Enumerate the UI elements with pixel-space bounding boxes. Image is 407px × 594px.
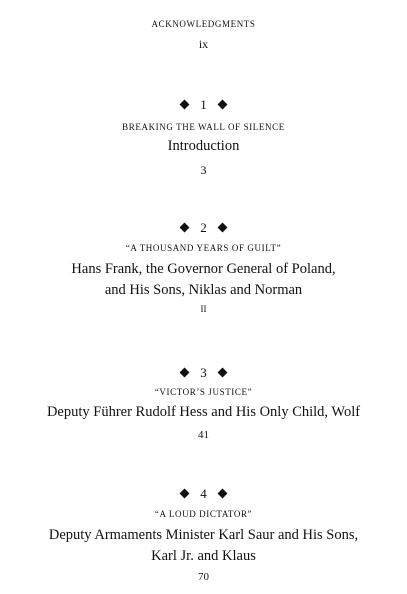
chapter-title-line: Deputy Führer Rudolf Hess and His Only Child, Wolf <box>46 404 361 420</box>
chapter-marker <box>0 365 407 379</box>
chapter-title-line: and His Sons, Niklas and Norman <box>104 282 303 298</box>
chapter-marker <box>0 486 407 500</box>
diamond-ornament-icon <box>217 99 227 109</box>
chapter-title-line: Karl Jr. and Klaus <box>151 548 256 564</box>
chapter-number: 1 <box>200 96 207 112</box>
diamond-ornament-icon <box>180 488 190 498</box>
diamond-ornament-icon <box>217 488 227 498</box>
chapter-page: 70 <box>198 571 209 583</box>
chapter-title-line: Hans Frank, the Governor General of Poland, <box>71 261 336 277</box>
acknowledgments-page: ix <box>198 37 209 51</box>
chapter-page: 3 <box>200 163 207 177</box>
chapter-number: 2 <box>200 219 207 235</box>
chapter-title-line: Introduction <box>167 138 240 154</box>
diamond-ornament-icon <box>217 222 227 232</box>
chapter-label: “A THOUSAND YEARS OF GUILT” <box>125 243 282 253</box>
chapter-page: II <box>200 304 207 314</box>
diamond-ornament-icon <box>180 99 190 109</box>
chapter-marker <box>0 220 407 234</box>
chapter-label: “VICTOR’S JUSTICE” <box>154 387 253 397</box>
acknowledgments-label: ACKNOWLEDGMENTS <box>151 19 256 29</box>
chapter-page: 41 <box>198 429 209 441</box>
chapter-title-line: Deputy Armaments Minister Karl Saur and His Sons, <box>48 527 359 543</box>
chapter-number: 4 <box>200 485 207 501</box>
chapter-number: 3 <box>200 364 207 380</box>
chapter-label: BREAKING THE WALL OF SILENCE <box>122 122 285 132</box>
diamond-ornament-icon <box>180 367 190 377</box>
chapter-marker <box>0 97 407 111</box>
diamond-ornament-icon <box>217 367 227 377</box>
diamond-ornament-icon <box>180 222 190 232</box>
chapter-label: “A LOUD DICTATOR” <box>154 509 253 519</box>
